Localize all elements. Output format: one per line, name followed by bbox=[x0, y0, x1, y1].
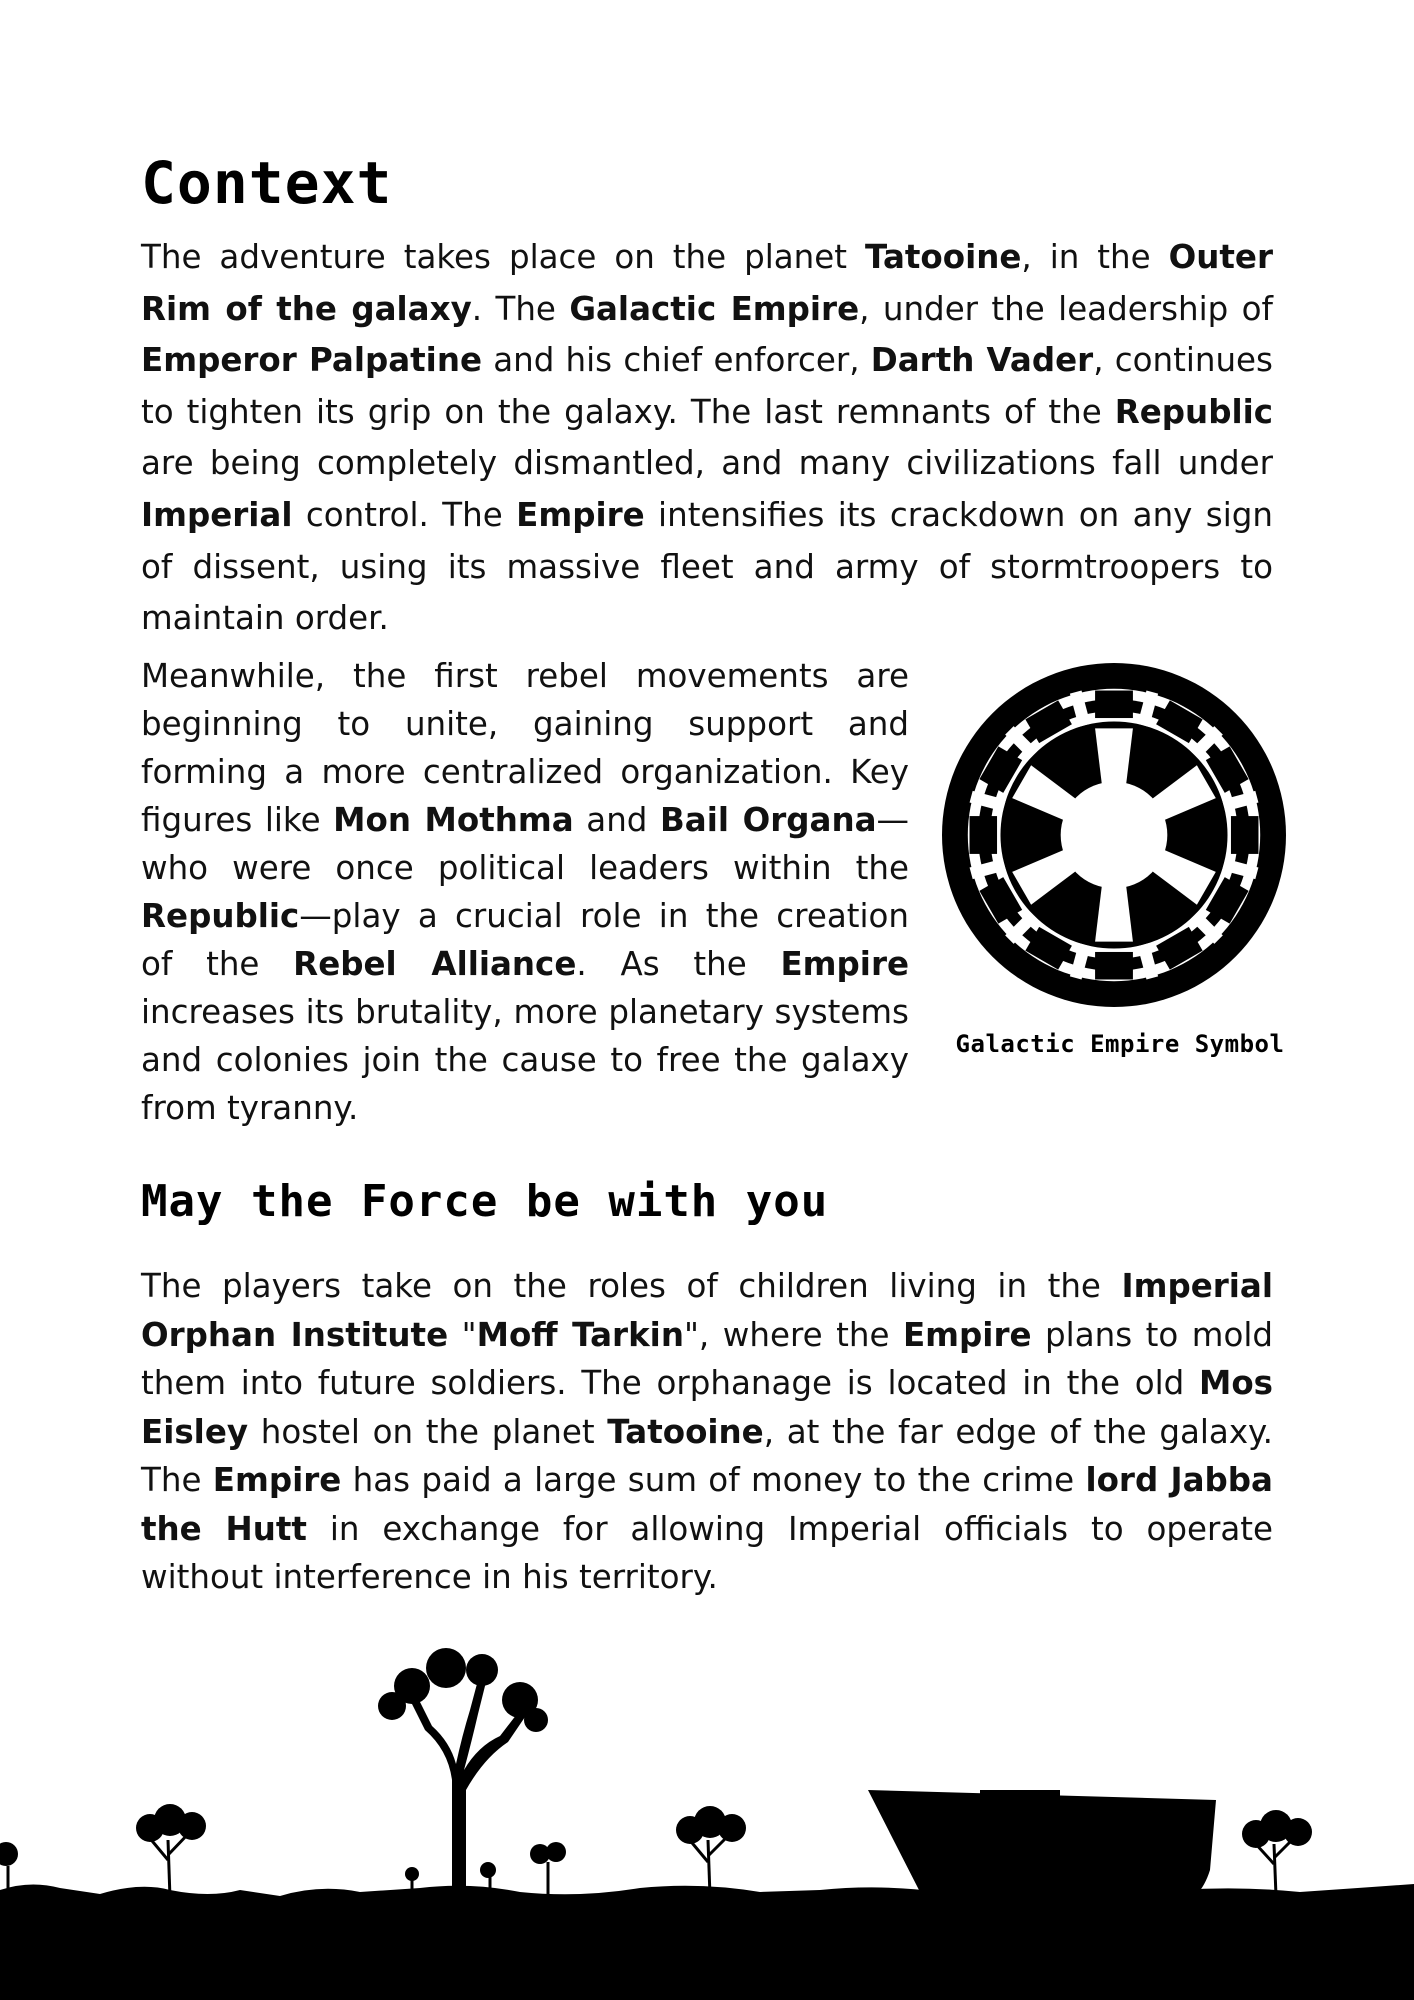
text-run: in exchange for allowing Imperial officials to operate without interference in his territory. bbox=[141, 1509, 1273, 1596]
text-run: plans to mold them into future soldiers. The orphanage is located in the old bbox=[141, 1315, 1274, 1402]
bold-term: Imperial bbox=[141, 495, 293, 534]
text-run: and bbox=[573, 801, 661, 839]
text-run: —play a crucial role in the creation of the bbox=[141, 897, 909, 983]
bold-term: Tatooine bbox=[864, 238, 1022, 276]
text-run: , under the leadership of bbox=[859, 289, 1273, 328]
context-paragraph-1 bbox=[141, 232, 1273, 645]
figure-caption: Galactic Empire Symbol bbox=[955, 1030, 1285, 1058]
bold-term: Empire bbox=[516, 495, 645, 534]
text-run: The adventure takes place on the planet bbox=[141, 238, 865, 276]
bold-term: Rebel Alliance bbox=[293, 945, 577, 983]
bold-term: Outer Rim of the galaxy bbox=[141, 238, 1273, 328]
text-run: Meanwhile, the first rebel movements are beginning to unite, gaining support and forming a more centralized organization. Key figures like bbox=[141, 657, 909, 839]
text-run: " bbox=[448, 1315, 477, 1354]
text-run: has paid a large sum of money to the crime bbox=[341, 1461, 1086, 1499]
text-run: , at the far edge of the galaxy. The bbox=[141, 1412, 1273, 1499]
bold-term: Republic bbox=[1114, 392, 1273, 431]
bold-term: Empire bbox=[212, 1461, 342, 1499]
context-heading: Context bbox=[141, 149, 393, 217]
bold-term: Mos Eisley bbox=[141, 1364, 1273, 1451]
bold-term: Tatooine bbox=[607, 1412, 764, 1451]
bold-term: Republic bbox=[141, 897, 300, 935]
bold-term: Empire bbox=[902, 1315, 1032, 1354]
text-run: and his chief enforcer, bbox=[482, 341, 871, 380]
bold-term: Bail Organa bbox=[660, 801, 877, 839]
bold-term: Imperial Orphan Institute bbox=[141, 1267, 1273, 1354]
bold-term: Moff Tarkin bbox=[476, 1315, 684, 1354]
force-paragraph bbox=[141, 1262, 1273, 1602]
text-run: ", where the bbox=[683, 1315, 903, 1354]
text-run: are being completely dismantled, and many civilizations fall under bbox=[141, 444, 1273, 483]
bold-term: Emperor Palpatine bbox=[141, 341, 483, 380]
text-run: . As the bbox=[576, 945, 781, 983]
text-run: , in the bbox=[1021, 238, 1169, 276]
text-run: intensifies its crackdown on any sign of dissent, using its massive fleet and army of stormtroopers to maintain order. bbox=[141, 495, 1273, 638]
text-run: . The bbox=[471, 289, 570, 328]
text-run: The players take on the roles of children living in the bbox=[141, 1267, 1122, 1305]
text-run: —who were once political leaders within the bbox=[141, 801, 910, 887]
desert-landscape-silhouette-icon bbox=[0, 1640, 1414, 2000]
text-run: increases its brutality, more planetary systems and colonies join the cause to free the galaxy from tyranny. bbox=[141, 993, 909, 1127]
bold-term: Galactic Empire bbox=[569, 289, 860, 328]
text-run: , continues to tighten its grip on the galaxy. The last remnants of the bbox=[141, 341, 1273, 431]
bold-term: Darth Vader bbox=[870, 341, 1094, 380]
galactic-empire-symbol-icon bbox=[942, 663, 1286, 1007]
bold-term: Mon Mothma bbox=[333, 801, 574, 839]
context-paragraph-2 bbox=[141, 652, 909, 1132]
text-run: control. The bbox=[292, 495, 517, 534]
text-run: hostel on the planet bbox=[248, 1412, 608, 1451]
bold-term: Empire bbox=[780, 945, 910, 983]
bold-term: lord Jabba the Hutt bbox=[141, 1461, 1273, 1548]
force-heading: May the Force be with you bbox=[141, 1176, 829, 1227]
